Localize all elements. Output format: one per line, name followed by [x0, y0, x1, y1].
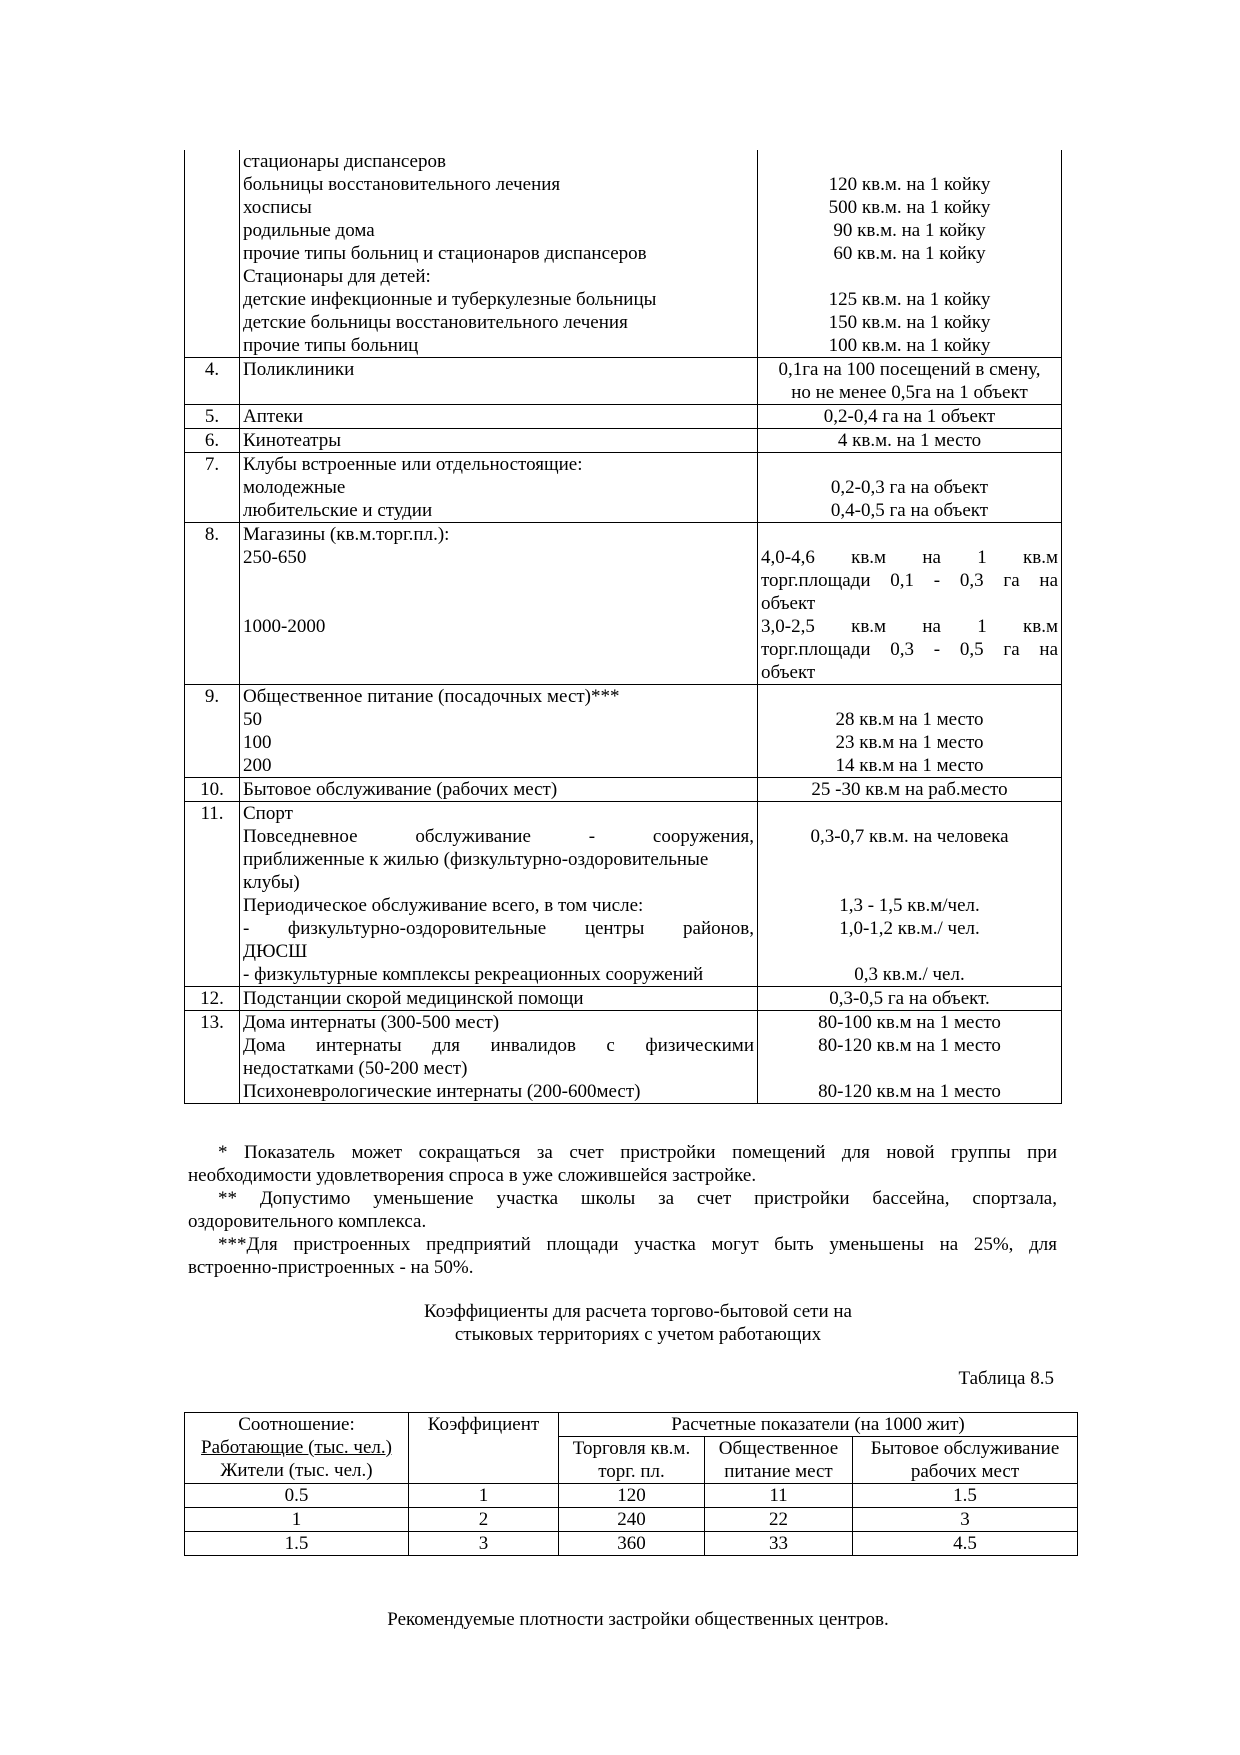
table-number-label: Таблица 8.5 — [958, 1368, 1054, 1389]
norm-line: торг.площади 0,3 - 0,5 га на — [761, 639, 1058, 660]
coef-cell-service — [853, 1484, 1078, 1508]
facility-line: Магазины (кв.м.торг.пл.): — [243, 524, 450, 545]
row-number-text: 4. — [204, 359, 220, 380]
caption-line-1: Коэффициенты для расчета торгово-бытовой сети на — [424, 1301, 852, 1322]
coef-cell-ratio — [185, 1508, 409, 1532]
coef-cell-trade — [559, 1508, 705, 1532]
norm-line: 150 кв.м. на 1 койку — [828, 312, 991, 333]
norm-value — [758, 453, 1062, 523]
row-number — [185, 405, 240, 429]
footnote-3-line-1: ***Для пристроенных предприятий площади участка могут быть уменьшены на 25%, для — [218, 1234, 1057, 1255]
facility-line: молодежные — [243, 477, 346, 498]
coef-value-trade: 120 — [617, 1485, 646, 1506]
header-calc-label: Расчетные показатели (на 1000 жит) — [671, 1414, 965, 1435]
coef-cell-coef — [409, 1508, 559, 1532]
norm-line — [761, 802, 1058, 825]
footnote-1-line-2: необходимости удовлетворения спроса в уже сложившейся застройке. — [188, 1165, 757, 1186]
header-trade-l2: торг. пл. — [598, 1461, 665, 1482]
norm-line: объект — [761, 662, 816, 683]
footnotes — [188, 1141, 1057, 1279]
coef-row — [185, 1532, 1078, 1556]
row-number-text: 8. — [204, 524, 220, 545]
coef-cell-coef — [409, 1484, 559, 1508]
facility-line — [243, 661, 754, 684]
footnote-1-line-1: * Показатель может сокращаться за счет пристройки помещений для новой группы при — [218, 1142, 1057, 1163]
coef-value-ratio: 1 — [291, 1509, 302, 1530]
norm-value — [758, 802, 1062, 987]
header-food-l2: питание мест — [724, 1461, 833, 1482]
row-number — [185, 778, 240, 802]
norm-line — [761, 150, 1058, 173]
facility-type — [240, 778, 758, 802]
coef-value-coef: 1 — [478, 1485, 489, 1506]
norm-value — [758, 1011, 1062, 1104]
header-service-l1: Бытовое обслуживание — [870, 1438, 1060, 1459]
header-coefficient-label: Коэффициент — [427, 1414, 540, 1435]
coef-value-food: 33 — [769, 1533, 788, 1554]
norm-line — [761, 871, 1058, 894]
norm-line: 0,3-0,5 га на объект. — [829, 988, 990, 1009]
norm-value — [758, 987, 1062, 1011]
norm-line — [761, 940, 1058, 963]
facility-type — [240, 358, 758, 405]
coef-value-trade: 240 — [617, 1509, 646, 1530]
coef-cell-food — [705, 1532, 853, 1556]
coef-value-food: 11 — [769, 1485, 788, 1506]
row-number — [185, 358, 240, 405]
coef-value-ratio: 1.5 — [284, 1533, 309, 1554]
row-number-text: 10. — [200, 779, 224, 800]
coef-value-trade: 360 — [617, 1533, 646, 1554]
coef-cell-service — [853, 1532, 1078, 1556]
header-ratio — [185, 1413, 409, 1484]
norm-line: торг.площади 0,1 - 0,3 га на — [761, 570, 1058, 591]
facility-line: Общественное питание (посадочных мест)*** — [243, 686, 620, 707]
facility-line: детские инфекционные и туберкулезные больницы — [243, 289, 657, 310]
facility-line: 200 — [243, 755, 272, 776]
norm-line — [761, 685, 1058, 708]
coef-row — [185, 1484, 1078, 1508]
norm-value — [758, 405, 1062, 429]
facility-line — [243, 569, 754, 592]
norm-line: 25 -30 кв.м на раб.место — [811, 779, 1008, 800]
norms-row — [185, 778, 1062, 802]
facility-line: хосписы — [243, 197, 312, 218]
norm-line — [761, 848, 1058, 871]
norms-row — [185, 405, 1062, 429]
norm-line: 28 кв.м на 1 место — [835, 709, 984, 730]
norm-value — [758, 685, 1062, 778]
header-calc — [559, 1413, 1078, 1437]
coef-header-row-1 — [185, 1413, 1078, 1437]
header-service-l2: рабочих мест — [910, 1461, 1020, 1482]
facility-line: Поликлиники — [243, 359, 355, 380]
facility-line: Кинотеатры — [243, 430, 341, 451]
facility-type — [240, 523, 758, 685]
row-number-text: 5. — [204, 406, 220, 427]
footnote-2-line-1: ** Допустимо уменьшение участка школы за счет пристройки бассейна, спортзала, — [218, 1188, 1057, 1209]
row-number-text: 7. — [204, 454, 220, 475]
row-number — [185, 523, 240, 685]
header-service — [853, 1437, 1078, 1484]
norms-row — [185, 150, 1062, 358]
norm-line: 100 кв.м. на 1 койку — [828, 335, 991, 356]
facility-line: Клубы встроенные или отдельностоящие: — [243, 454, 583, 475]
facility-line: - физкультурные комплексы рекреационных сооружений — [243, 964, 704, 985]
norms-row — [185, 987, 1062, 1011]
facility-line: недостатками (50-200 мест) — [243, 1058, 468, 1079]
norm-line: 90 кв.м. на 1 койку — [833, 220, 986, 241]
header-ratio-denominator: Жители (тыс. чел.) — [220, 1460, 373, 1481]
row-number — [185, 802, 240, 987]
norm-line: 14 кв.м на 1 место — [835, 755, 984, 776]
header-trade-l1: Торговля кв.м. — [572, 1438, 691, 1459]
facility-line: прочие типы больниц — [243, 335, 419, 356]
norm-line: 0,3-0,7 кв.м. на человека — [810, 826, 1009, 847]
norms-table — [184, 150, 1062, 1104]
facility-line: 250-650 — [243, 547, 307, 568]
facility-line: Периодическое обслуживание всего, в том числе: — [243, 895, 644, 916]
norm-value — [758, 523, 1062, 685]
coef-value-coef: 2 — [478, 1509, 489, 1530]
coef-cell-service — [853, 1508, 1078, 1532]
facility-type — [240, 405, 758, 429]
norms-row — [185, 429, 1062, 453]
norm-line: 1,0-1,2 кв.м./ чел. — [839, 918, 980, 939]
norm-line: 0,1га на 100 посещений в смену, — [778, 359, 1041, 380]
coef-table — [184, 1412, 1078, 1556]
facility-line — [243, 381, 754, 404]
norms-row — [185, 358, 1062, 405]
facility-line — [243, 638, 754, 661]
coef-row — [185, 1508, 1078, 1532]
facility-type — [240, 429, 758, 453]
row-number — [185, 1011, 240, 1104]
header-food-l1: Общественное — [718, 1438, 839, 1459]
coef-cell-trade — [559, 1532, 705, 1556]
norm-line: 80-120 кв.м на 1 место — [818, 1035, 1001, 1056]
facility-type — [240, 685, 758, 778]
row-number-text — [185, 150, 239, 173]
norm-line — [761, 1057, 1058, 1080]
facility-line: 1000-2000 — [243, 616, 326, 637]
row-number — [185, 453, 240, 523]
norm-line: 125 кв.м. на 1 койку — [828, 289, 991, 310]
row-number-text: 12. — [200, 988, 224, 1009]
facility-type — [240, 802, 758, 987]
header-ratio-numerator: Работающие (тыс. чел.) — [201, 1437, 392, 1458]
facility-type — [240, 987, 758, 1011]
coef-cell-food — [705, 1508, 853, 1532]
footnote-2-line-2: оздоровительного комплекса. — [188, 1211, 427, 1232]
facility-line: 100 — [243, 732, 272, 753]
coef-value-service: 4.5 — [953, 1533, 977, 1554]
norm-line: 0,3 кв.м./ чел. — [854, 964, 965, 985]
norms-table-body — [185, 150, 1062, 1104]
coef-cell-ratio — [185, 1484, 409, 1508]
facility-line: Повседневное обслуживание - сооружения, — [243, 826, 754, 847]
coef-cell-trade — [559, 1484, 705, 1508]
norm-line: но не менее 0,5га на 1 объект — [791, 382, 1028, 403]
facility-line: клубы) — [243, 872, 300, 893]
norm-line: 0,4-0,5 га на объект — [830, 500, 989, 521]
norm-line: 500 кв.м. на 1 койку — [828, 197, 991, 218]
facility-line: любительские и студии — [243, 500, 433, 521]
coef-cell-ratio — [185, 1532, 409, 1556]
norm-line: 60 кв.м. на 1 койку — [833, 243, 986, 264]
facility-line: прочие типы больниц и стационаров диспансеров — [243, 243, 647, 264]
row-number-text: 11. — [200, 803, 224, 824]
header-food — [705, 1437, 853, 1484]
footnote-3-line-2: встроенно-пристроенных - на 50%. — [188, 1257, 474, 1278]
facility-line — [243, 592, 754, 615]
norms-row — [185, 523, 1062, 685]
row-number — [185, 150, 240, 358]
next-section-caption: Рекомендуемые плотности застройки общественных центров. — [387, 1609, 889, 1630]
coef-cell-food — [705, 1484, 853, 1508]
facility-type — [240, 1011, 758, 1104]
norm-value — [758, 429, 1062, 453]
norm-line: 0,2-0,3 га на объект — [830, 477, 989, 498]
norms-row — [185, 1011, 1062, 1104]
norm-line: 4 кв.м. на 1 место — [837, 430, 982, 451]
facility-line: Дома интернаты для инвалидов с физическими — [243, 1035, 754, 1056]
facility-line: - физкультурно-оздоровительные центры районов, — [243, 918, 754, 939]
coef-value-food: 22 — [769, 1509, 788, 1530]
facility-line: родильные дома — [243, 220, 375, 241]
coef-value-coef: 3 — [478, 1533, 489, 1554]
facility-line: Психоневрологические интернаты (200-600мест) — [243, 1081, 641, 1102]
facility-line: детские больницы восстановительного лечения — [243, 312, 628, 333]
norms-row — [185, 453, 1062, 523]
facility-line: больницы восстановительного лечения — [243, 174, 561, 195]
header-coefficient — [409, 1413, 559, 1484]
norm-line: 120 кв.м. на 1 койку — [828, 174, 991, 195]
norm-value — [758, 778, 1062, 802]
coef-cell-coef — [409, 1532, 559, 1556]
row-number-text: 6. — [204, 430, 220, 451]
facility-type — [240, 453, 758, 523]
norm-line — [761, 523, 1058, 546]
norm-line: 1,3 - 1,5 кв.м/чел. — [839, 895, 980, 916]
row-number — [185, 987, 240, 1011]
norm-line: 23 кв.м на 1 место — [835, 732, 984, 753]
facility-line: стационары диспансеров — [243, 151, 446, 172]
norm-value — [758, 150, 1062, 358]
facility-line: Дома интернаты (300-500 мест) — [243, 1012, 500, 1033]
norm-value — [758, 358, 1062, 405]
norm-line: 80-100 кв.м на 1 место — [818, 1012, 1001, 1033]
coef-value-service: 1.5 — [953, 1485, 977, 1506]
row-number-text: 13. — [200, 1012, 224, 1033]
facility-line: Стационары для детей: — [243, 266, 431, 287]
norm-line: 4,0-4,6 кв.м на 1 кв.м — [761, 547, 1058, 568]
facility-line: Спорт — [243, 803, 293, 824]
norm-line: 80-120 кв.м на 1 место — [818, 1081, 1001, 1102]
row-number-text: 9. — [204, 686, 220, 707]
coef-value-ratio: 0.5 — [284, 1485, 309, 1506]
norm-line: 0,2-0,4 га на 1 объект — [823, 406, 996, 427]
norm-line: 3,0-2,5 кв.м на 1 кв.м — [761, 616, 1058, 637]
coef-value-service: 3 — [960, 1509, 970, 1530]
facility-line: приближенные к жилью (физкультурно-оздоровительные — [243, 849, 709, 870]
norm-line — [761, 265, 1058, 288]
norm-line — [761, 453, 1058, 476]
facility-line: 50 — [243, 709, 262, 730]
norms-row — [185, 685, 1062, 778]
header-trade — [559, 1437, 705, 1484]
facility-line: ДЮСШ — [243, 941, 308, 962]
facility-type — [240, 150, 758, 358]
norms-row — [185, 802, 1062, 987]
row-number — [185, 685, 240, 778]
facility-line: Аптеки — [243, 406, 304, 427]
facility-line: Бытовое обслуживание (рабочих мест) — [243, 779, 558, 800]
caption-line-2: стыковых территориях с учетом работающих — [454, 1324, 822, 1345]
row-number — [185, 429, 240, 453]
norm-line: объект — [761, 593, 816, 614]
facility-line: Подстанции скорой медицинской помощи — [243, 988, 584, 1009]
header-ratio-title: Соотношение: — [238, 1414, 355, 1435]
coef-table-caption — [188, 1300, 1088, 1346]
